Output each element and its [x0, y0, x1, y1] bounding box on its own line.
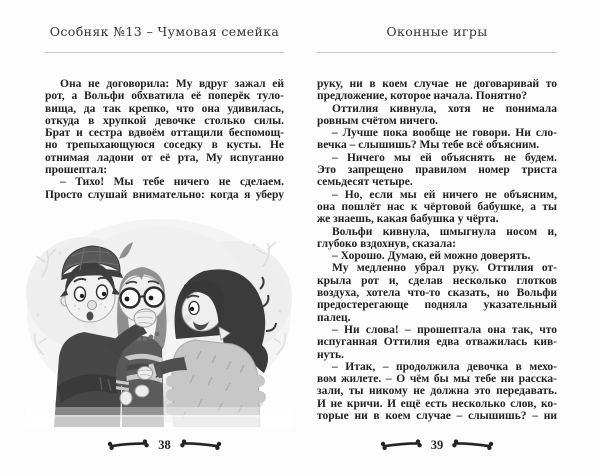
text-line: вом жилете. – О чём бы мы тебе ни расска-: [317, 373, 557, 386]
text-line: отнимая ладони от её рта, Му испуганно: [45, 151, 284, 164]
text-line: вечка – слышишь? Мы тебе всё объясним.: [317, 139, 540, 152]
bone-ornament-icon: [178, 439, 224, 451]
text-line: – Итак, – продолжила девочка в мехо-: [332, 360, 557, 373]
text-line: Му медленно убрал руку. Оттилия от-: [332, 262, 557, 275]
header-rule: [45, 52, 284, 53]
text-line: Просто слушай внимательно: когда я уберу: [45, 188, 284, 201]
text-line: же знаешь, какая бабушка у чёрта.: [317, 213, 499, 226]
text-line: – Лучше пока вообще не говори. Ни сло-: [332, 127, 557, 140]
text-line: палец.: [317, 311, 351, 324]
page-right: [300, 0, 600, 476]
text-line: предостерегающе подняла указательный: [317, 299, 557, 312]
running-header-right: Оконные игры: [386, 24, 488, 39]
text-line: прошептал:: [45, 164, 108, 177]
text-line: она пошлёт нас к чёртовой бабушке, а ты: [317, 200, 557, 213]
bone-ornament-icon: [450, 439, 496, 451]
text-line: крыла рот и, сделав несколько глотков: [317, 274, 557, 287]
text-line: глубоко вздохнув, сказала:: [317, 237, 456, 250]
text-line: нуть.: [317, 348, 344, 361]
text-line: предложение, которое начала. Понятно?: [317, 90, 528, 103]
text-column-left: [45, 78, 284, 201]
text-line: Она не договорила: Му вдруг зажал ей: [60, 78, 284, 90]
text-line: – Но, если мы ей ничего не объясним,: [332, 188, 557, 201]
text-line: руку, ни в коем случае не договаривай то: [317, 78, 557, 90]
page-number: 38: [158, 437, 171, 452]
text-line: рот, а Вольфи обхватила её поперёк туло-: [45, 90, 284, 103]
text-line: – Тихо! Мы тебе ничего не сделаем.: [60, 176, 284, 189]
text-line: Вольфи кивнула, шмыгнула носом и,: [332, 225, 557, 238]
text-column-right: [317, 78, 557, 422]
book-illustration: [26, 215, 292, 427]
text-line: но трепыхающуюся соседку в кусты. Не: [45, 139, 284, 152]
text-line: откуда в хрупкой девочке столько силы.: [45, 114, 284, 127]
text-line: Брат и сестра вдвоём оттащили беспомощ-: [45, 127, 284, 140]
text-line: испуганная Оттилия едва отважилась кив-: [317, 336, 557, 349]
text-line: ровным счётом ничего.: [317, 114, 438, 127]
header-rule: [317, 52, 557, 53]
page-footer: [317, 436, 557, 454]
text-line: воздуха, хотела что-то сказать, но Вольфи: [317, 287, 557, 300]
text-line: – Хорошо. Думаю, ей можно доверять.: [332, 250, 531, 263]
text-line: И не кричи. И ещё есть несколько слов, ко-: [317, 397, 557, 410]
text-line: зали, ты никому не должна это передавать.: [317, 385, 557, 398]
text-line: торые ни в коем случае – слышишь? – ни: [317, 410, 557, 423]
text-line: – Ничего мы ей объяснять не будем.: [332, 151, 557, 164]
text-line: Оттилия кивнула, хотя не понимала: [332, 102, 557, 115]
page-number: 39: [430, 437, 444, 452]
running-header-left: Особняк №13 – Чумовая семейка: [49, 24, 280, 39]
text-line: семьдесят четыре.: [317, 176, 413, 189]
bone-ornament-icon: [105, 439, 151, 451]
text-line: Это запрещено правилом номер триста: [317, 164, 557, 177]
text-line: вища, да так крепко, что она удивилась,: [45, 102, 284, 115]
text-line: – Ни слова! – прошептала она так, что: [332, 323, 557, 336]
bone-ornament-icon: [378, 439, 424, 451]
page-footer: [45, 436, 284, 454]
